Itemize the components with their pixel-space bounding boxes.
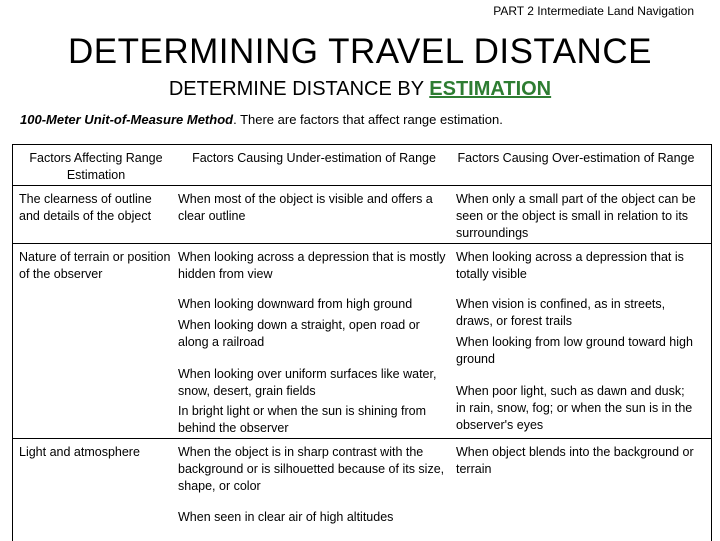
factor-cell: Light and atmosphere <box>19 445 140 459</box>
page-subtitle <box>0 78 720 101</box>
over-item: When vision is confined, as in streets, draws, or forest trails <box>456 297 666 328</box>
under-item: In bright light or when the sun is shining from behind the observer <box>178 404 427 435</box>
row-divider <box>13 185 711 186</box>
subtitle-accent: ESTIMATION <box>429 78 552 100</box>
header-cell-under: Factors Causing Under-estimation of Range <box>192 151 436 165</box>
intro-body: . There are factors that affect range estimation. <box>233 112 503 127</box>
range-factors-table <box>12 144 712 541</box>
under-item: When looking downward from high ground <box>178 297 413 311</box>
row-divider <box>13 243 711 244</box>
under-item: When most of the object is visible and offers a clear outline <box>178 192 433 223</box>
header-cell-over: Factors Causing Over-estimation of Range <box>457 151 695 165</box>
row-divider <box>13 438 711 439</box>
under-item: When looking across a depression that is mostly hidden from view <box>178 250 446 281</box>
page-title: DETERMINING TRAVEL DISTANCE <box>68 32 652 71</box>
under-item: When looking over uniform surfaces like water, snow, desert, grain fields <box>178 367 437 398</box>
intro-text <box>20 112 503 127</box>
under-item: When looking down a straight, open road or along a railroad <box>178 318 420 349</box>
over-item: When looking across a depression that is totally visible <box>456 250 684 281</box>
factor-cell: The clearness of outline and details of the object <box>19 192 152 223</box>
over-item: When poor light, such as dawn and dusk; in rain, snow, fog; or when the sun is in the observer's eyes <box>456 384 693 432</box>
under-item: When seen in clear air of high altitudes <box>178 510 394 524</box>
over-item: When object blends into the background or terrain <box>456 445 694 476</box>
header-part-label: PART 2 Intermediate Land Navigation <box>493 4 694 18</box>
factor-cell: Nature of terrain or position of the observer <box>19 250 171 281</box>
header-cell-factors: Factors Affecting Range Estimation <box>29 151 163 182</box>
over-item: When looking from low ground toward high ground <box>456 335 693 366</box>
subtitle-prefix: DETERMINE DISTANCE BY <box>168 78 430 100</box>
method-name: 100-Meter Unit-of-Measure Method <box>20 112 234 127</box>
over-item: When only a small part of the object can be seen or the object is small in relation to its surroundings <box>456 192 696 240</box>
under-item: When the object is in sharp contrast with the background or is silhouetted because of its size, shape, or color <box>178 445 445 493</box>
